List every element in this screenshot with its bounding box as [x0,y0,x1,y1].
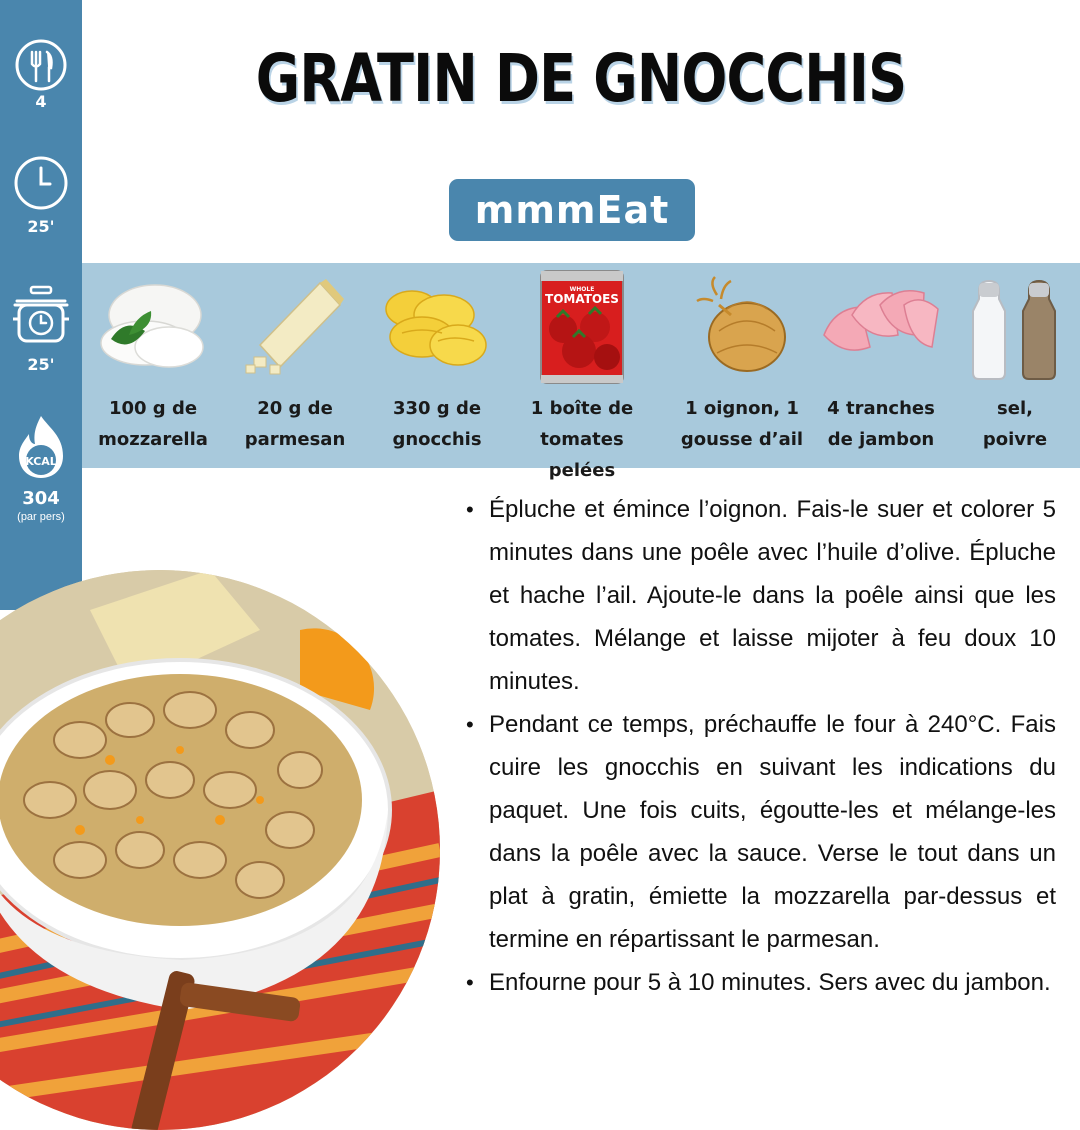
bullet-icon: • [466,497,474,522]
mozzarella-icon [93,275,213,380]
step-text: Épluche et émince l’oignon. Fais-le suer et colorer 5 minutes dans une poêle avec l’huile d’olive. Épluche et hache l’ail. Ajoute-le dans la poêle ainsi que les tomates. Mélange et laisse mijoter à feu doux 10 minutes. [489,496,1056,695]
ingredient-mozzarella [82,263,224,468]
bullet-icon: • [466,712,474,737]
gratin-photo [0,570,440,1130]
recipe-steps [462,488,1056,1004]
cutlery-icon [14,38,68,92]
calories-stat [0,412,82,523]
ingredient-onion [672,263,812,468]
ingredient-ham [812,263,950,468]
brand-logo: mmmEat [449,179,695,241]
ingredient-tomatoes [508,263,656,481]
calories-note: (par pers) [17,511,65,523]
ingredient-label: 4 tranches de jambon [827,398,935,450]
can-text-small: WHOLE [569,286,595,293]
onion-icon [687,275,797,380]
bullet-icon: • [466,970,474,995]
ingredient-label: 330 g de gnocchis [392,398,482,450]
can-text: TOMATOES [545,292,619,306]
ingredient-parmesan [224,263,366,468]
ingredient-label: 20 g de parmesan [244,398,346,450]
servings-value: 4 [35,92,47,111]
ingredient-gnocchis [366,263,508,468]
cooking-time-stat [0,283,82,374]
ingredient-label: sel, poivre [982,398,1048,450]
gratin-dish-image [0,570,440,1130]
ingredient-salt-pepper [950,263,1080,468]
clock-icon [13,155,69,211]
step-text: Enfourne pour 5 à 10 minutes. Sers avec du jambon. [489,969,1051,996]
cooking-time-value: 25' [27,355,55,374]
step-item [462,703,1056,961]
parmesan-icon [240,275,350,380]
ingredient-label: 1 boîte de tomates pelées [530,398,634,481]
step-item [462,961,1056,1004]
calories-value: 304 [22,488,60,509]
ingredients-band [82,263,1080,481]
step-text: Pendant ce temps, préchauffe le four à 240°C. Fais cuire les gnocchis en suivant les indications du paquet. Une fois cuits, égoutte-les et mélange-les dans la poêle avec la sauce. Verse le tout dans un plat à gratin, émiette la mozzarella par-dessus et termine en répartissant le parmesan. [489,711,1056,953]
recipe-title: GRATIN DE GNOCCHIS [255,40,907,117]
flame-icon [9,412,73,482]
time-value: 25' [27,217,55,236]
salt-pepper-icon [965,275,1065,385]
servings-stat [0,38,82,111]
tomato-can-icon [537,267,627,387]
kcal-label: KCAL [25,455,57,468]
ingredient-label: 100 g de mozzarella [98,398,208,450]
step-item [462,488,1056,703]
gnocchis-icon [382,275,492,380]
time-stat [0,155,82,236]
pressure-cooker-icon [9,283,73,347]
ingredient-label: 1 oignon, 1 gousse d’ail [680,398,804,450]
ham-icon [818,275,944,380]
recipe-info-sidebar [0,0,82,610]
